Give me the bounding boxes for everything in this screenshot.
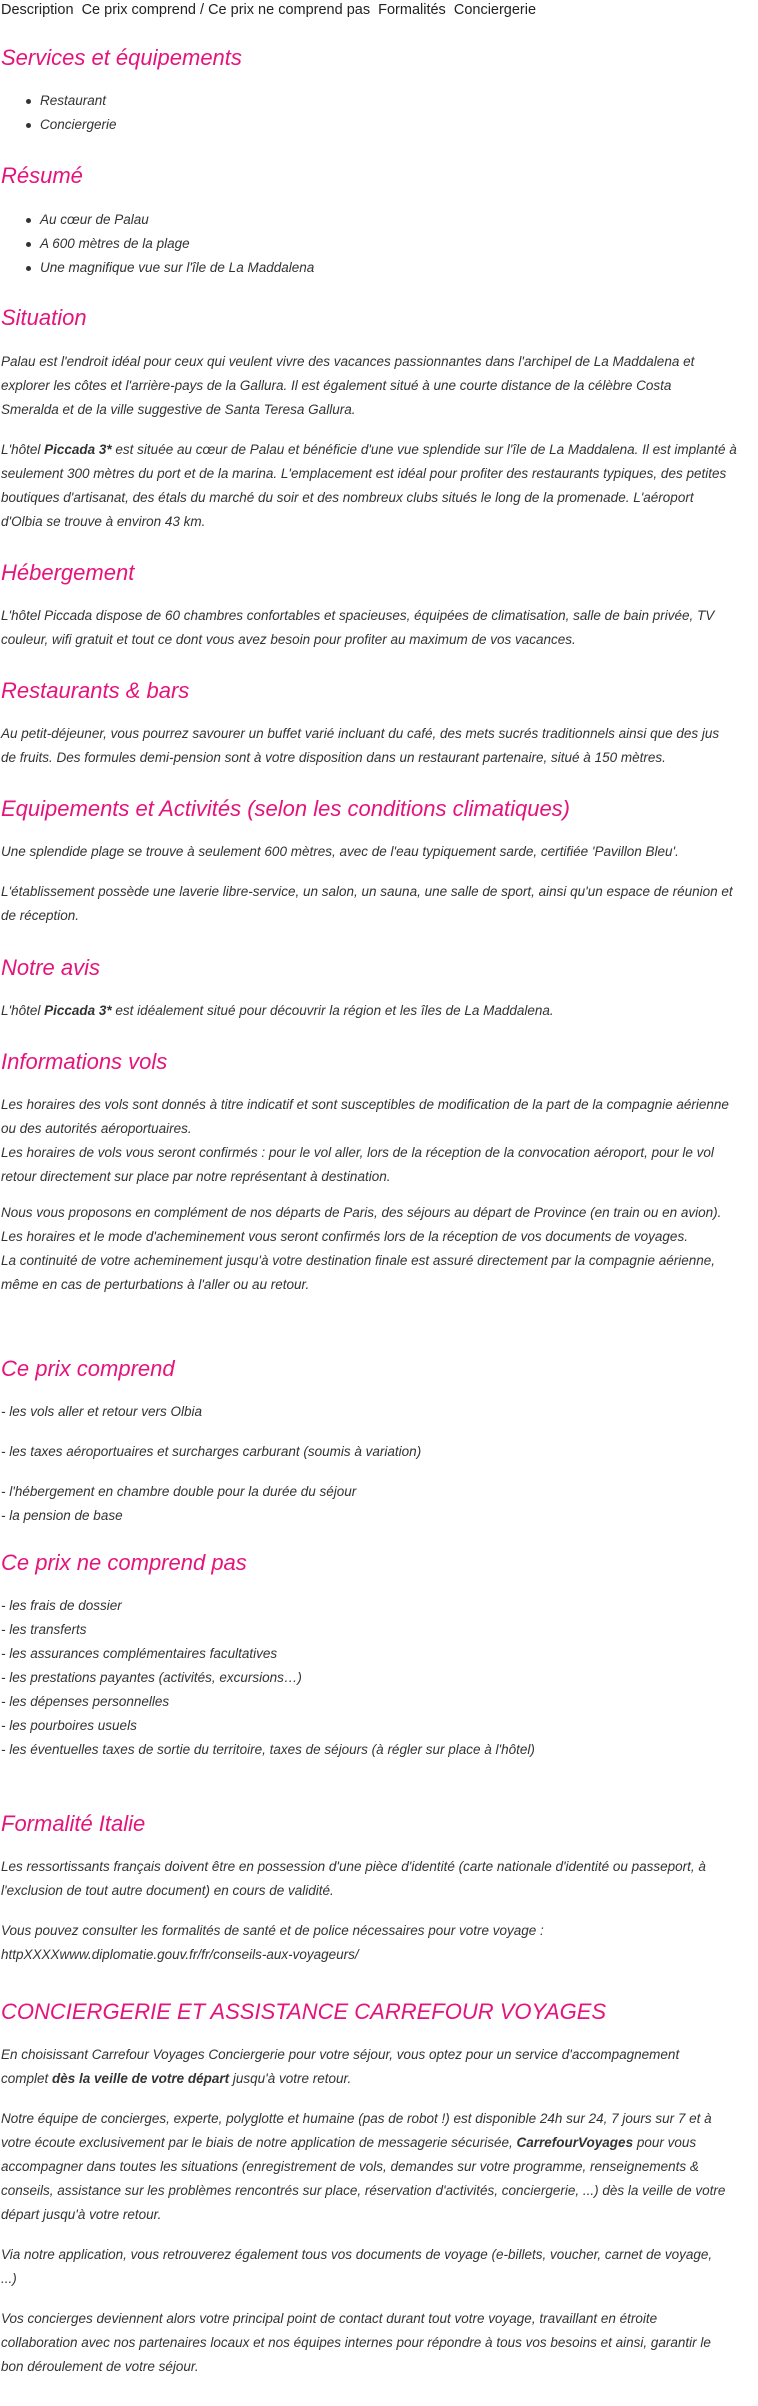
services-list: [40, 89, 117, 137]
list-item: A 600 mètres de la plage: [40, 232, 314, 256]
tab-formalites[interactable]: Formalités: [378, 2, 446, 18]
avis-text: L'hôtel Piccada 3* est idéalement situé pour découvrir la région et les îles de La Maddalena.: [1, 1003, 554, 1018]
services-title: Services et équipements: [1, 45, 242, 70]
comprend-title: Ce prix comprend: [1, 1356, 175, 1381]
equipements-title: Equipements et Activités (selon les conditions climatiques): [1, 796, 571, 821]
restaurants-title: Restaurants & bars: [1, 678, 190, 703]
resume-list: [40, 208, 314, 280]
tab-bar: [1, 0, 540, 20]
ne-comprend-text: - les frais de dossier - les transferts - les assurances complémentaires facultatives - les prestations payantes (activités, excursions…) - les dépenses personnelles - les pourboires usuels - les éventuelles taxes de sortie du territoire, taxes de séjours (à régler sur place à l'hôtel): [1, 1598, 535, 1757]
tab-prix[interactable]: Ce prix comprend / Ce prix ne comprend pas: [81, 2, 371, 18]
formalite-title: Formalité Italie: [1, 1811, 146, 1836]
ne-comprend-title: Ce prix ne comprend pas: [1, 1550, 247, 1575]
hotel-name: Piccada 3*: [44, 442, 112, 457]
hotel-name: Piccada 3*: [44, 1003, 112, 1018]
equipements-text: Une splendide plage se trouve à seulement 600 mètres, avec de l'eau typiquement sarde, certifiée 'Pavillon Bleu'. L'établissement possède une laverie libre-service, un salon, un sauna, une salle de sport, ainsi qu'un espace de réunion et de réception.: [1, 844, 733, 923]
hebergement-text: L'hôtel Piccada dispose de 60 chambres confortables et spacieuses, équipées de climatisation, salle de bain privée, TV couleur, wifi gratuit et tout ce dont vous avez besoin pour profiter au maximum de vos vacances.: [1, 608, 715, 647]
vols-text: Les horaires des vols sont donnés à titre indicatif et sont susceptibles de modification de la part de la compagnie aérienne ou des autorités aéroportuaires. Les horaires de vols vous seront confirmés : pour le vol aller, lors de la réception de la convocation aéroport, pour le vol retour directement sur place par notre représentant à destination. Nous vous proposons en complément de nos départs de Paris, des séjours au départ de Province (en train ou en avion). Les horaires et le mode d'acheminement vous seront confirmés lors de la réception de vos documents de voyages. La continuité de votre acheminement jusqu'à votre destination finale est assuré directement par la compagnie aérienne, même en cas de perturbations à l'aller ou au retour.: [1, 1097, 729, 1292]
list-item: Une magnifique vue sur l'île de La Maddalena: [40, 256, 314, 280]
list-item: Au cœur de Palau: [40, 208, 314, 232]
list-item: Restaurant: [40, 89, 117, 113]
comprend-text: - les vols aller et retour vers Olbia - les taxes aéroportuaires et surcharges carburant (soumis à variation) - l'hébergement en chambre double pour la durée du séjour - la pension de base: [1, 1404, 422, 1523]
conciergerie-title: CONCIERGERIE ET ASSISTANCE CARREFOUR VOYAGES: [1, 1999, 607, 2024]
formalite-text: Les ressortissants français doivent être en possession d'une pièce d'identité (carte nationale d'identité ou passeport, à l'exclusion de tout autre document) en cours de validité. Vous pouvez consulter les formalités de santé et de police nécessaires pour votre voyage : httpXXXXwww.diplomatie.gouv.fr/fr/conseils-aux-voyageurs/: [1, 1855, 757, 1967]
resume-title: Résumé: [1, 163, 83, 188]
tab-conciergerie[interactable]: Conciergerie: [453, 2, 537, 18]
avis-title: Notre avis: [1, 955, 101, 980]
restaurants-text: Au petit-déjeuner, vous pourrez savourer un buffet varié incluant du café, des mets sucrés traditionnels ainsi que des jus de fruits. Des formules demi-pension sont à votre disposition dans un restaurant partenaire, situé à 150 mètres.: [1, 726, 720, 765]
situation-text: Palau est l'endroit idéal pour ceux qui veulent vivre des vacances passionnantes dans l'archipel de La Maddalena et explorer les côtes et l'arrière-pays de la Gallura. Il est également situé à une courte distance de la célèbre Costa Smeralda et de la ville suggestive de Santa Teresa Gallura. L'hôtel Piccada 3* est située au cœur de Palau et bénéficie d'une vue splendide sur l'île de La Maddalena. Il est implanté à seulement 300 mètres du port et de la marina. L'emplacement est idéal pour profiter des restaurants typiques, des petites boutiques d'artisanat, des étals du marché du soir et des nombreux clubs situés le long de la promenade. L'aéroport d'Olbia se trouve à environ 43 km.: [1, 354, 737, 529]
vols-title: Informations vols: [1, 1049, 168, 1074]
conciergerie-text: En choisissant Carrefour Voyages Conciergerie pour votre séjour, vous optez pour un service d'accompagnement complet dès la veille de votre départ jusqu'à votre retour. Notre équipe de concierges, experte, polyglotte et humaine (pas de robot !) est disponible 24h sur 24, 7 jours sur 7 et à votre écoute exclusivement par le biais de notre application de messagerie sécurisée, CarrefourVoyages pour vous accompagner dans toutes les situations (enregistrement de vols, demandes sur votre programme, renseignements & conseils, assistance sur les problèmes rencontrés sur place, réservation d'activités, conciergerie, ...) dès la veille de votre départ jusqu'à votre retour. Via notre application, vous retrouverez également tous vos documents de voyage (e-billets, voucher, carnet de voyage, ...) Vos concierges deviennent alors votre principal point de contact durant tout votre voyage, travaillant en étroite collaboration avec nos partenaires locaux et nos équipes internes pour répondre à tous vos besoins et ainsi, garantir le bon déroulement de votre séjour.: [1, 2047, 726, 2374]
diplomatie-link[interactable]: httpXXXXwww.diplomatie.gouv.fr/fr/conseils-aux-voyageurs/: [1, 1947, 359, 1962]
tab-description[interactable]: Description: [1, 2, 74, 18]
list-item: Conciergerie: [40, 113, 117, 137]
situation-title: Situation: [1, 305, 87, 330]
hebergement-title: Hébergement: [1, 560, 135, 585]
